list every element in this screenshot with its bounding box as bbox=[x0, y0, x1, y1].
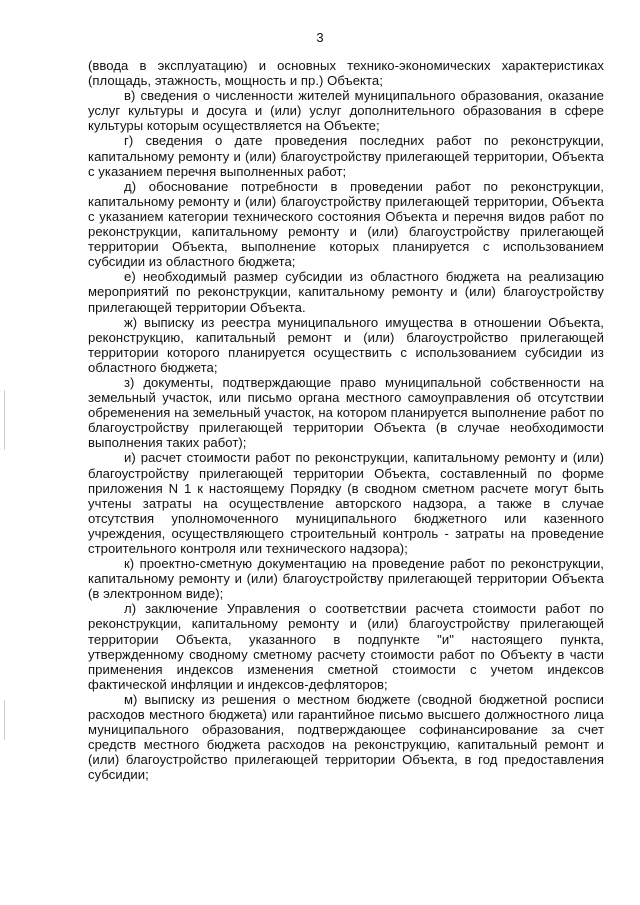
paragraph-item-i: и) расчет стоимости работ по реконструкции, капитальному ремонту и (или) благоустройству прилегающей территории Объекта, составленный по форме приложения N 1 к настоящему Порядку (в сводном сметном расчете могут быть учтены затраты на осуществление авторского надзора, а также в случае отсутствия уполномоченного муниципального бюджетного или казенного учреждения, осуществляющего строительный контроль - затраты на проведение строительного контроля или технического надзора); bbox=[88, 450, 604, 556]
paragraph-item-zh: ж) выписку из реестра муниципального имущества в отношении Объекта, реконструкцию, капитальный ремонт и (или) благоустройство прилегающей территории которого планируется осуществить с использованием субсидии из областного бюджета; bbox=[88, 314, 604, 375]
scan-edge-mark bbox=[4, 700, 5, 740]
paragraph-item-v: в) сведения о численности жителей муниципального образования, оказание услуг культуры и досуга и (или) услуг дополнительного образования в сфере культуры которым осуществляется на Объекте; bbox=[88, 88, 604, 134]
document-body bbox=[88, 58, 604, 783]
page-number: 3 bbox=[316, 30, 324, 45]
paragraph-item-g: г) сведения о дате проведения последних работ по реконструкции, капитальному ремонту и (или) благоустройству прилегающей территории, Объекта с указанием перечня выполненных работ; bbox=[88, 133, 604, 179]
paragraph-continuation: (ввода в эксплуатацию) и основных технико-экономических характеристиках (площадь, этажность, мощность и пр.) Объекта; bbox=[88, 58, 604, 89]
paragraph-item-d: д) обоснование потребности в проведении работ по реконструкции, капитальному ремонту и (или) благоустройству прилегающей территории, Объекта с указанием категории технического состояния Объекта и перечня видов работ по реконструкции, капитальному ремонту и (или) благоустройству прилегающей территории Объекта, выполнение которых планируется с использованием субсидии из областного бюджета; bbox=[88, 178, 604, 270]
scan-edge-mark bbox=[4, 390, 5, 450]
paragraph-item-k: к) проектно-сметную документацию на проведение работ по реконструкции, капитальному ремонту и (или) благоустройству прилегающей территории Объекта (в электронном виде); bbox=[88, 556, 604, 602]
paragraph-item-z: з) документы, подтверждающие право муниципальной собственности на земельный участок, или письмо органа местного самоуправления об отсутствии обременения на земельный участок, на котором планируется выполнение работ по благоустройству прилегающей территории Объекта (в случае необходимости выполнения таких работ); bbox=[88, 374, 604, 451]
paragraph-item-l: л) заключение Управления о соответствии расчета стоимости работ по реконструкции, капитальному ремонту и (или) благоустройству прилегающей территории Объекта, указанного в подпункте "и" настоящего пункта, утвержденному сводному сметному расчету стоимости работ по Объекту в части применения индексов изменения сметной стоимости с учетом индексов фактической инфляции и индексов-дефляторов; bbox=[88, 601, 604, 692]
paragraph-item-m: м) выписку из решения о местном бюджете (сводной бюджетной росписи расходов местного бюджета) или гарантийное письмо высшего должностного лица муниципального образования, подтверждающее софинансирование за счет средств местного бюджета расходов на реконструкцию, капитальный ремонт и (или) благоустройство прилегающей территории Объекта, в год предоставления субсидии; bbox=[88, 691, 604, 783]
paragraph-item-e: е) необходимый размер субсидии из областного бюджета на реализацию мероприятий по реконструкции, капитальному ремонту и (или) благоустройству прилегающей территории Объекта. bbox=[88, 269, 604, 315]
